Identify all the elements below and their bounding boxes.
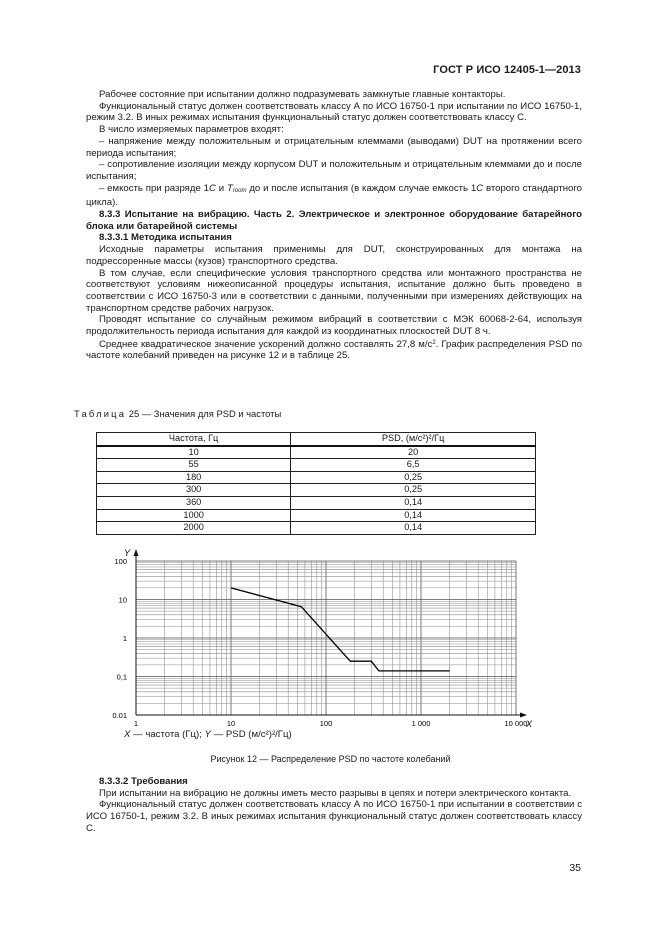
y-tick-label: 0,1 [116,672,127,682]
column-header-frequency: Частота, Гц [97,433,291,446]
psd-chart [100,545,540,730]
table-row: 300 0,25 [97,484,536,497]
x-tick-label: 10 [226,719,236,728]
paragraph: Среднее квадратическое значение ускорений должно составлять 27,8 $м/с^2$. График распределения PSD по частоте колебаний приведен на рисунке 12 и в таблице 25. [86,338,582,362]
document-header: ГОСТ Р ИСО 12405-1—2013 [433,64,581,76]
list-item: – сопротивление изоляции между корпусом DUT и положительным и отрицательным клеммами до и после испытания; [86,159,582,182]
paragraph: Функциональный статус должен соответствовать классу А по ИСО 16750-1 при испытании по ИСО 16750-1, режим 3.2. В иных режимах испытания функциональный статус должен соответствовать классу С. [86,100,582,124]
intro-text [86,89,582,362]
table-caption: Таблица 25 — Значения для PSD и частоты [74,408,282,419]
paragraph: Исходные параметры испытания применимы для DUT, сконструированных для монтажа на подрессоренные массы (кузов) транспортного средства. [86,244,582,267]
axis-legend: X — частота (Гц); Y — PSD (м/с²)²/Гц) [124,729,292,740]
list-item: – напряжение между положительным и отрицательным клеммами (выводами) DUT на протяжении всего периода испытания; [86,135,582,159]
table-row: 360 0,14 [97,496,536,509]
paragraph: В том случае, если специфические условия транспортного средства или монтажного пространства не соответствуют условиям нижеописанной процедуры испытания, испытание должно быть проведено в соответствии с ИСО 16750-3 или в соответствии с данными, полученными при измерениях действующих на транспортном средстве рабочих нагрузок. [86,267,582,314]
x-tick-label: 100 [319,719,333,728]
y-axis-label: Y [124,548,131,558]
y-tick-label: 1 [122,634,127,643]
x-axis-arrow [520,713,527,718]
paragraph: При испытании на вибрацию не должны иметь место разрывы в цепях и потери электрического контакта. [99,787,572,799]
column-header-psd: PSD, (м/с²)²/Гц [291,433,536,446]
y-axis-arrow [134,549,139,556]
section-heading: 8.3.3 Испытание на вибрацию. Часть 2. Электрическое и электронное оборудование батарейного блока или батарейной системы [86,209,582,232]
paragraph: Функциональный статус должен соответствовать классу А по ИСО 16750-1 при испытании в соответствии с ИСО 16750-1, режим 3.2. В иных режимах испытания функциональный статус должен соответствовать классу С. [86,799,582,834]
table-row: 180 0,25 [97,471,536,484]
paragraph: Рабочее состояние при испытании должно подразумевать замкнутые главные контакторы. [99,89,506,100]
psd-table [96,432,536,535]
subsection-heading: 8.3.3.2 Требования [99,776,188,787]
x-tick-label: 10 000 [504,719,528,728]
table-row: 55 6,5 [97,459,536,472]
list-item: – емкость при разряде 1C и Troom до и после испытания (в каждом случае емкость 1C второго стандартного цикла). [86,182,582,209]
x-tick-label: 1 [133,719,139,728]
y-tick-label: 100 [114,557,127,566]
subsection-heading: 8.3.3.1 Методика испытания [99,232,232,244]
page-number: 35 [569,862,581,874]
table-row: 1000 0,14 [97,509,536,522]
y-tick-label: 10 [118,595,127,605]
paragraph: В число измеряемых параметров входят: [99,124,284,136]
y-tick-label: 0.01 [112,711,127,720]
paragraph: Проводят испытание со случайным режимом вибраций в соответствии с МЭК 60068-2-64, используя продолжительность периода испытания для каждой из координатных плоскостей DUT 8 ч. [86,314,582,338]
table-row: 10 20 [97,446,536,459]
x-axis-label: X [526,719,533,729]
requirements-text [86,776,582,835]
table-row: 2000 0,14 [97,522,536,535]
figure-caption: Рисунок 12 — Распределение PSD по частоте колебаний [210,754,451,764]
x-tick-label: 1 000 [411,719,431,728]
